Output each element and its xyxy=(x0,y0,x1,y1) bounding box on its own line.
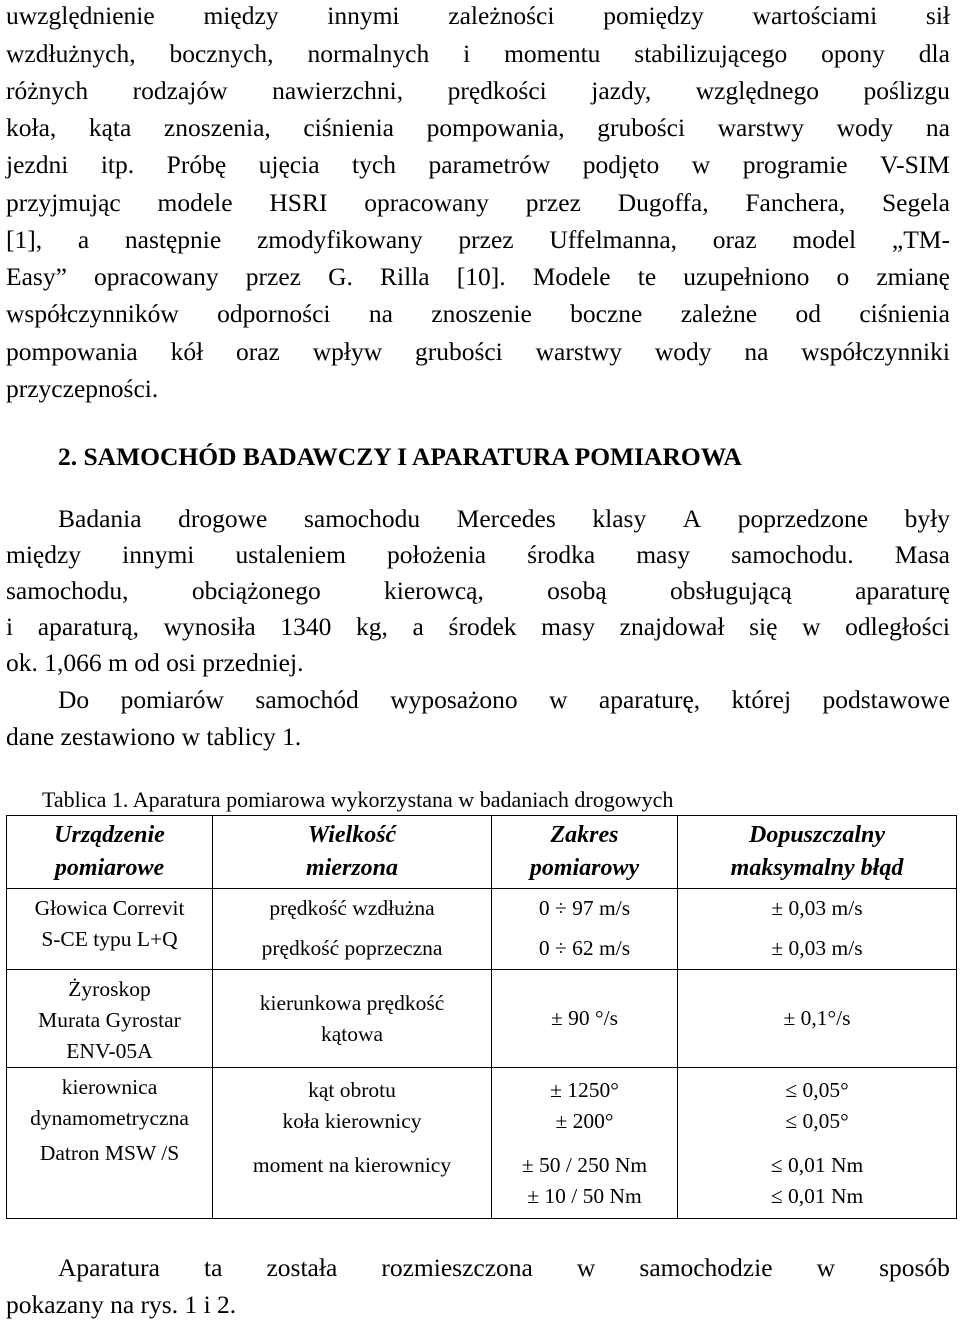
word: prędkości xyxy=(447,76,547,105)
text-line xyxy=(6,41,950,67)
word: kierowcą, xyxy=(384,576,484,605)
section-heading: 2. SAMOCHÓD BADAWCZY I APARATURA POMIAROWA xyxy=(58,442,742,471)
word: aparaturę, xyxy=(598,685,701,714)
word: tych xyxy=(352,150,396,179)
word: Próbę xyxy=(166,150,227,179)
word: rodzajów xyxy=(132,76,228,105)
word: została xyxy=(266,1253,338,1282)
word: kąta xyxy=(88,113,132,142)
text-line xyxy=(58,687,950,713)
word: momentu xyxy=(504,39,601,68)
quantity-cell: kąt obrotu koła kierownicy xyxy=(213,1068,492,1144)
word: aparaturę xyxy=(855,576,950,605)
text-line xyxy=(58,506,950,532)
word: poślizgu xyxy=(863,76,950,105)
word: kg, xyxy=(356,612,388,641)
word: wody xyxy=(654,337,712,366)
word: rozmieszczona xyxy=(381,1253,533,1282)
word: wpływ xyxy=(312,337,383,366)
table-row xyxy=(7,889,957,929)
error-cell: ≤ 0,05° ≤ 0,05° xyxy=(678,1068,957,1144)
word: sił xyxy=(925,1,950,30)
word: znoszenia, xyxy=(163,113,271,142)
table-row xyxy=(7,970,957,1068)
word: na xyxy=(925,113,950,142)
word: Uffelmanna, xyxy=(549,225,678,254)
text-line: pokazany na rys. 1 i 2. xyxy=(6,1290,237,1319)
text-line xyxy=(6,339,950,365)
text-line xyxy=(6,152,950,178)
word: warstwy xyxy=(535,337,623,366)
word: G. xyxy=(328,262,353,291)
word: osobą xyxy=(547,576,607,605)
word: innymi xyxy=(327,1,400,30)
text-line xyxy=(6,264,950,290)
word: ta xyxy=(204,1253,223,1282)
word: kół xyxy=(170,337,204,366)
word: przez xyxy=(525,188,581,217)
word: programie xyxy=(742,150,848,179)
word: uzupełniono xyxy=(683,262,810,291)
range-cell: ± 90 °/s xyxy=(492,970,678,1068)
word: aparaturą, xyxy=(37,612,139,641)
word: opracowany xyxy=(364,188,489,217)
word: Masa xyxy=(894,540,950,569)
word: pomiędzy xyxy=(603,1,704,30)
word: Modele xyxy=(532,262,611,291)
word: współczynniki xyxy=(801,337,950,366)
word: w xyxy=(549,685,568,714)
word: grubości xyxy=(414,337,503,366)
word: dla xyxy=(918,39,950,68)
word: w xyxy=(816,1253,836,1282)
table-row xyxy=(7,1068,957,1144)
text-line xyxy=(6,301,950,327)
word: się xyxy=(749,612,778,641)
error-cell: ± 0,1°/s xyxy=(678,970,957,1068)
word: klasy xyxy=(592,504,647,533)
word: samochodu xyxy=(303,504,421,533)
word: samochodu. xyxy=(731,540,854,569)
device-cell: Głowica Correvit S-CE typu L+Q xyxy=(7,889,213,970)
device-cell: kierownica dynamometryczna Datron MSW /S xyxy=(7,1068,213,1219)
text-line xyxy=(6,3,950,29)
word: zmodyfikowany xyxy=(256,225,423,254)
word: Segela xyxy=(882,188,950,217)
text-line xyxy=(6,578,950,604)
word: na xyxy=(368,299,393,328)
word: i xyxy=(463,39,471,68)
word: pomiarów xyxy=(120,685,224,714)
word: odporności xyxy=(217,299,331,328)
word: na xyxy=(744,337,769,366)
word: wynosiła xyxy=(163,612,256,641)
word: obsługującą xyxy=(669,576,792,605)
text-line: dane zestawiono w tablicy 1. xyxy=(6,722,302,751)
word: samochód xyxy=(255,685,359,714)
word: w xyxy=(802,612,821,641)
word: model xyxy=(792,225,857,254)
word: podstawowe xyxy=(822,685,950,714)
word: współczynników xyxy=(6,299,179,328)
word: Dugoffa, xyxy=(617,188,709,217)
quantity-cell: moment na kierownicy xyxy=(213,1144,492,1219)
word: oraz xyxy=(712,225,757,254)
text-line xyxy=(6,614,950,640)
word: wzdłużnych, xyxy=(6,39,136,68)
word: w xyxy=(576,1253,596,1282)
text-line xyxy=(58,1255,950,1281)
text-line xyxy=(6,78,950,104)
word: Easy” xyxy=(6,262,67,291)
text-line: przyczepności. xyxy=(6,374,159,403)
word: ciśnienia xyxy=(303,113,394,142)
word: bocznych, xyxy=(169,39,274,68)
word: odległości xyxy=(845,612,950,641)
text-line: ok. 1,066 m od osi przedniej. xyxy=(6,648,304,677)
header-quantity: Wielkość mierzona xyxy=(213,816,492,889)
header-device: Urządzenie pomiarowe xyxy=(7,816,213,889)
word: ciśnienia xyxy=(859,299,950,328)
word: znajdował xyxy=(619,612,725,641)
word: pompowania xyxy=(6,337,138,366)
word: ustaleniem xyxy=(235,540,346,569)
header-range: Zakres pomiarowy xyxy=(492,816,678,889)
word: [10]. xyxy=(456,262,506,291)
word: [1], xyxy=(6,225,43,254)
word: boczne xyxy=(570,299,643,328)
text-line xyxy=(6,542,950,568)
word: nawierzchni, xyxy=(272,76,404,105)
word: różnych xyxy=(6,76,89,105)
word: samochodu, xyxy=(6,576,129,605)
word: zależności xyxy=(448,1,555,30)
word: o xyxy=(836,262,850,291)
word: znoszenie xyxy=(431,299,532,328)
word: opracowany xyxy=(94,262,219,291)
word: grubości xyxy=(597,113,686,142)
word: jezdni xyxy=(6,150,69,179)
error-cell: ± 0,03 m/s xyxy=(678,889,957,929)
word: Badania xyxy=(58,504,142,533)
equipment-table xyxy=(6,815,957,1219)
word: między xyxy=(203,1,279,30)
word: oraz xyxy=(235,337,280,366)
text-line xyxy=(6,190,950,216)
word: podjęto xyxy=(582,150,660,179)
table-caption: Tablica 1. Aparatura pomiarowa wykorzystana w badaniach drogowych xyxy=(42,787,674,812)
word: opony xyxy=(821,39,885,68)
word: innymi xyxy=(122,540,195,569)
range-cell: ± 50 / 250 Nm ± 10 / 50 Nm xyxy=(492,1144,678,1219)
range-cell: 0 ÷ 62 m/s xyxy=(492,929,678,970)
error-cell: ≤ 0,01 Nm ≤ 0,01 Nm xyxy=(678,1144,957,1219)
word: Aparatura xyxy=(58,1253,160,1282)
word: 1340 xyxy=(280,612,332,641)
error-cell: ± 0,03 m/s xyxy=(678,929,957,970)
word: przez xyxy=(245,262,301,291)
word: uwzględnienie xyxy=(6,1,155,30)
word: te xyxy=(637,262,657,291)
word: itp. xyxy=(100,150,135,179)
word: normalnych xyxy=(307,39,430,68)
quantity-cell: prędkość poprzeczna xyxy=(213,929,492,970)
word: a xyxy=(77,225,90,254)
word: były xyxy=(904,504,950,533)
word: sposób xyxy=(879,1253,950,1282)
word: pompowania, xyxy=(426,113,565,142)
word: Do xyxy=(58,685,90,714)
word: stabilizującego xyxy=(634,39,788,68)
word: przez xyxy=(458,225,514,254)
word: jazdy, xyxy=(591,76,652,105)
word: od xyxy=(795,299,821,328)
quantity-cell: prędkość wzdłużna xyxy=(213,889,492,929)
range-cell: ± 1250° ± 200° xyxy=(492,1068,678,1144)
table-header-row xyxy=(7,816,957,889)
word: i xyxy=(6,612,14,641)
word: parametrów xyxy=(428,150,551,179)
word: Rilla xyxy=(380,262,430,291)
word: wartościami xyxy=(752,1,878,30)
word: samochodzie xyxy=(639,1253,773,1282)
word: A xyxy=(682,504,702,533)
range-cell: 0 ÷ 97 m/s xyxy=(492,889,678,929)
word: środka xyxy=(527,540,596,569)
word: masy xyxy=(541,612,595,641)
word: między xyxy=(6,540,82,569)
device-cell: Żyroskop Murata Gyrostar ENV-05A xyxy=(7,970,213,1068)
word: zmianę xyxy=(876,262,950,291)
word: koła, xyxy=(6,113,57,142)
word: Mercedes xyxy=(456,504,556,533)
word: a xyxy=(412,612,424,641)
word: „TM- xyxy=(891,225,950,254)
word: ujęcia xyxy=(258,150,320,179)
word: Fanchera, xyxy=(745,188,846,217)
word: względnego xyxy=(695,76,819,105)
quantity-cell: kierunkowa prędkość kątowa xyxy=(213,970,492,1068)
word: V-SIM xyxy=(880,150,950,179)
word: obciążonego xyxy=(191,576,321,605)
word: przyjmując xyxy=(6,188,121,217)
word: w xyxy=(691,150,711,179)
word: masy xyxy=(636,540,691,569)
word: drogowe xyxy=(178,504,268,533)
word: zależne xyxy=(680,299,758,328)
word: położenia xyxy=(386,540,487,569)
header-error: Dopuszczalny maksymalny błąd xyxy=(678,816,957,889)
word: wyposażono xyxy=(390,685,518,714)
word: której xyxy=(731,685,792,714)
word: następnie xyxy=(124,225,222,254)
word: modele xyxy=(157,188,233,217)
text-line xyxy=(6,227,950,253)
word: HSRI xyxy=(269,188,328,217)
word: wody xyxy=(836,113,894,142)
word: poprzedzone xyxy=(737,504,869,533)
word: warstwy xyxy=(717,113,805,142)
text-line xyxy=(6,115,950,141)
word: środek xyxy=(448,612,517,641)
